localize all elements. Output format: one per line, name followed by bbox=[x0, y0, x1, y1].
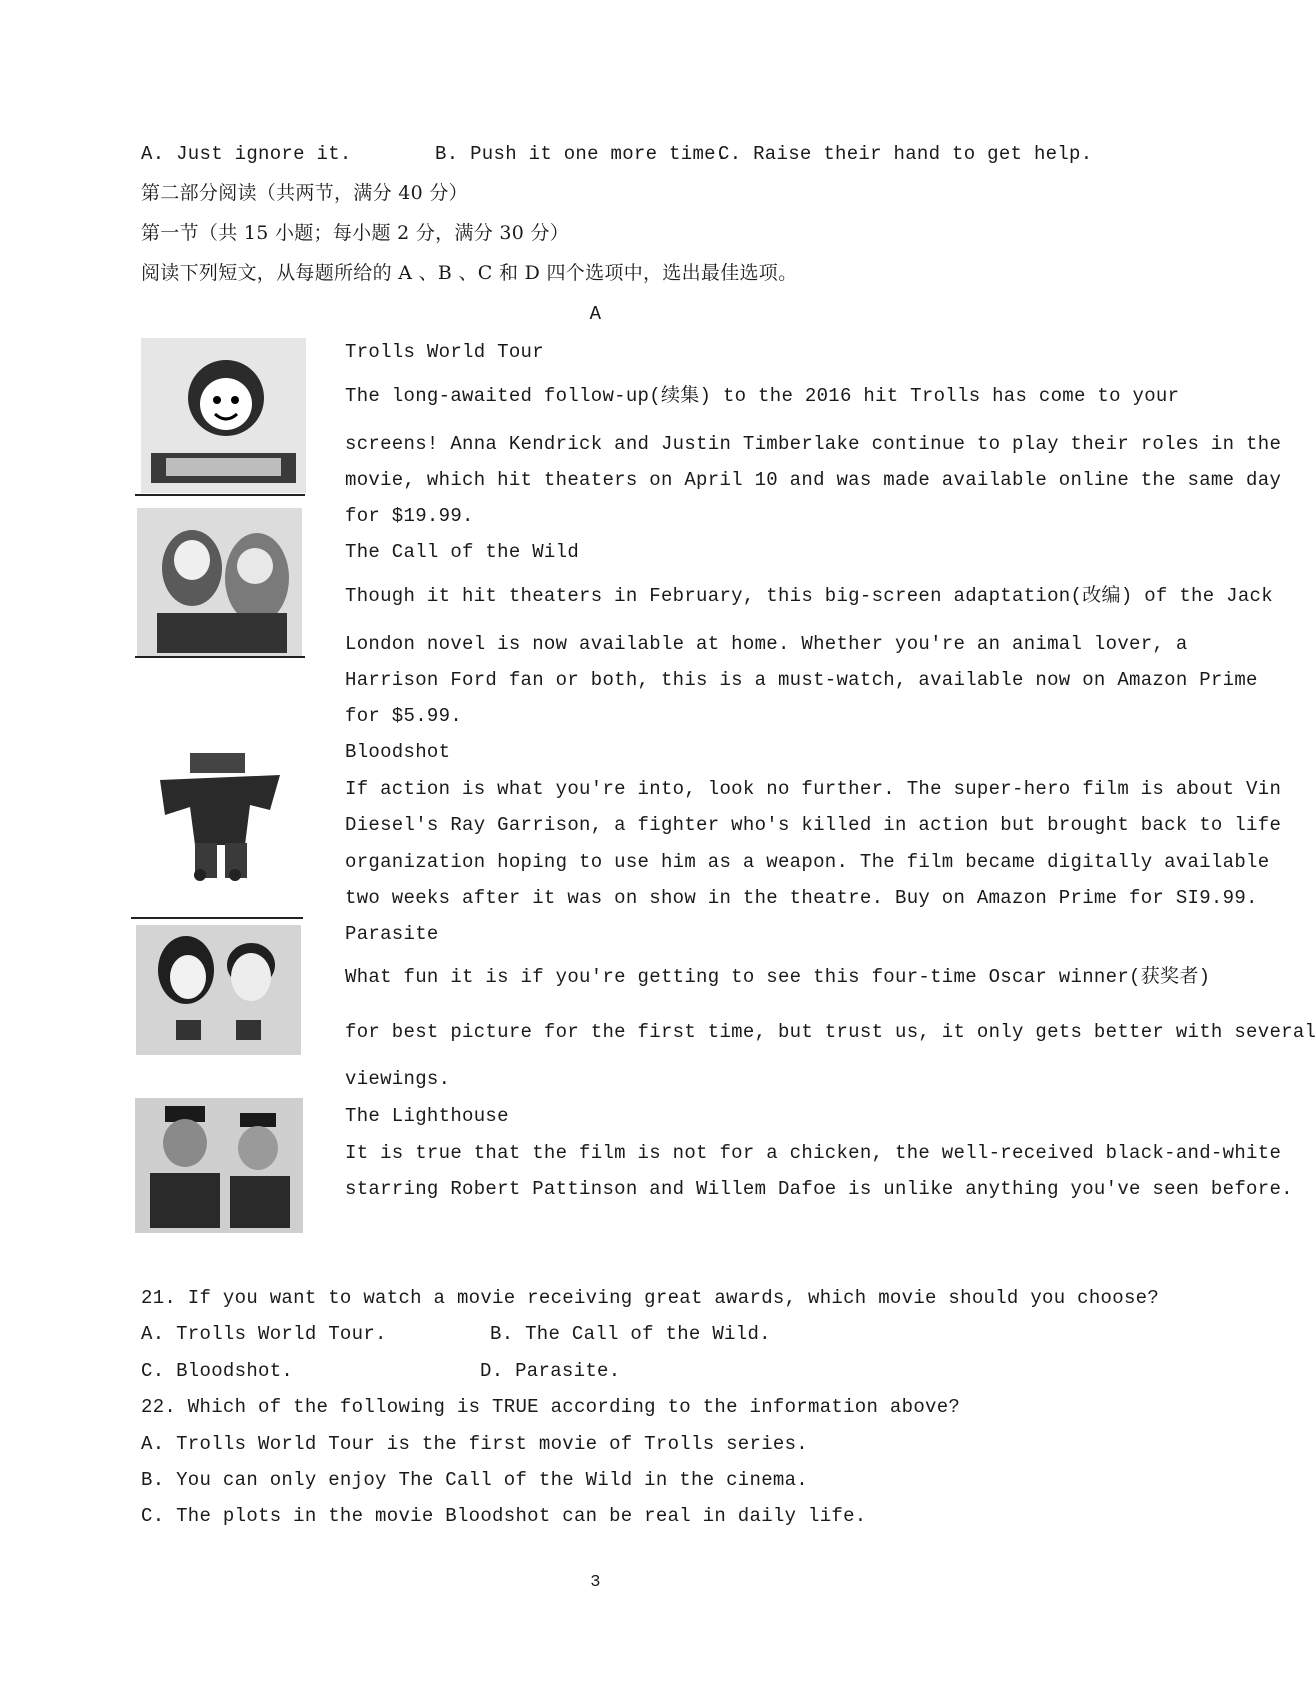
movie-text-line: If action is what you're into, look no further. The super-hero film is about Vin bbox=[345, 778, 1282, 800]
part-title: 第二部分阅读（共两节，满分 40 分） bbox=[141, 182, 468, 204]
question-21-option-b: B. The Call of the Wild. bbox=[490, 1323, 771, 1345]
movie-text-line: Harrison Ford fan or both, this is a must-watch, available now on Amazon Prime bbox=[345, 669, 1258, 691]
option-a-prev: A. Just ignore it. bbox=[141, 143, 352, 165]
movie-title-bloodshot: Bloodshot bbox=[345, 741, 451, 763]
question-21-option-a: A. Trolls World Tour. bbox=[141, 1323, 387, 1345]
movie-title-parasite: Parasite bbox=[345, 923, 439, 945]
lighthouse-image bbox=[135, 1098, 303, 1233]
movie-text-line: Though it hit theaters in February, this big-screen adaptation(改编) of the Jack bbox=[345, 585, 1273, 607]
trolls-poster-image bbox=[141, 338, 306, 493]
call-of-the-wild-image bbox=[137, 508, 302, 656]
movie-text-line: Diesel's Ray Garrison, a fighter who's killed in action but brought back to life bbox=[345, 814, 1282, 836]
movie-text-line: What fun it is if you're getting to see this four-time Oscar winner(获奖者) bbox=[345, 966, 1211, 988]
question-22-option-b: B. You can only enjoy The Call of the Wild in the cinema. bbox=[141, 1469, 809, 1491]
movie-title-lighthouse: The Lighthouse bbox=[345, 1105, 509, 1127]
bloodshot-image bbox=[140, 735, 300, 890]
movie-text-line: viewings. bbox=[345, 1068, 451, 1090]
question-21-option-c: C. Bloodshot. bbox=[141, 1360, 294, 1382]
movie-text-line: starring Robert Pattinson and Willem Dafoe is unlike anything you've seen before. bbox=[345, 1178, 1293, 1200]
option-c-prev: C. Raise their hand to get help. bbox=[718, 143, 1093, 165]
question-21-stem: 21. If you want to watch a movie receiving great awards, which movie should you choose? bbox=[141, 1287, 1160, 1309]
movie-text-line: It is true that the film is not for a chicken, the well-received black-and-white bbox=[345, 1142, 1282, 1164]
instruction: 阅读下列短文，从每题所给的 A 、B 、C 和 D 四个选项中，选出最佳选项。 bbox=[141, 262, 798, 284]
option-b-prev: B. Push it one more time. bbox=[435, 143, 728, 165]
question-22-option-a: A. Trolls World Tour is the first movie of Trolls series. bbox=[141, 1433, 809, 1455]
movie-text-line: for $5.99. bbox=[345, 705, 463, 727]
movie-text-line: London novel is now available at home. Whether you're an animal lover, a bbox=[345, 633, 1188, 655]
subsection-title: 第一节（共 15 小题；每小题 2 分，满分 30 分） bbox=[141, 222, 570, 244]
parasite-image bbox=[136, 925, 301, 1055]
movie-text-line: screens! Anna Kendrick and Justin Timberlake continue to play their roles in the bbox=[345, 433, 1282, 455]
image-divider bbox=[135, 656, 305, 658]
movie-title-call-of-the-wild: The Call of the Wild bbox=[345, 541, 580, 563]
movie-text-line: organization hoping to use him as a weapon. The film became digitally available bbox=[345, 851, 1270, 873]
page-number: 3 bbox=[590, 1573, 601, 1592]
image-divider bbox=[131, 917, 303, 919]
question-22-stem: 22. Which of the following is TRUE according to the information above? bbox=[141, 1396, 961, 1418]
passage-label: A bbox=[589, 303, 602, 325]
image-divider bbox=[135, 494, 305, 496]
movie-text-line: for best picture for the first time, but trust us, it only gets better with several bbox=[345, 1021, 1316, 1043]
question-21-option-d: D. Parasite. bbox=[480, 1360, 621, 1382]
question-22-option-c: C. The plots in the movie Bloodshot can be real in daily life. bbox=[141, 1505, 867, 1527]
movie-text-line: for $19.99. bbox=[345, 505, 474, 527]
movie-title-trolls: Trolls World Tour bbox=[345, 341, 544, 363]
movie-text-line: two weeks after it was on show in the theatre. Buy on Amazon Prime for SI9.99. bbox=[345, 887, 1258, 909]
movie-text-line: movie, which hit theaters on April 10 and was made available online the same day bbox=[345, 469, 1282, 491]
movie-text-line: The long-awaited follow-up(续集) to the 2016 hit Trolls has come to your bbox=[345, 385, 1180, 407]
